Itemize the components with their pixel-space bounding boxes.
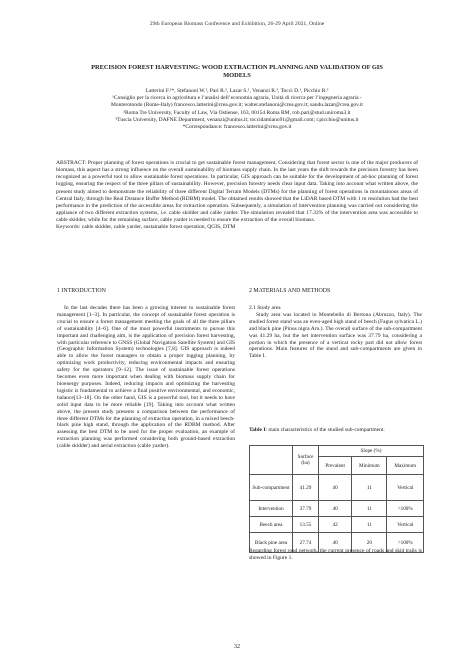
row-name: Black pine area <box>250 533 293 553</box>
row-prevalent: 40 <box>319 475 352 501</box>
affiliation: Monterotondo (Rome-Italy) francesco.latterini@crea.gov.it; walter.stefanoni@crea.gov.it; sandu.lazar@crea.gov.it <box>111 102 363 109</box>
table-header-surface: Surface (ha) <box>293 446 319 475</box>
row-surface: 41.29 <box>293 475 319 501</box>
title-line: MODELS <box>223 72 251 79</box>
row-minimum: 20 <box>352 533 387 553</box>
introduction-column <box>57 305 235 450</box>
table-caption-text: : main characteristics of the studied sub-compartment. <box>265 427 385 433</box>
row-maximum: Vertical <box>387 517 424 533</box>
author-block <box>70 88 404 131</box>
table-caption <box>249 427 422 434</box>
title-line: PRECISION FOREST HARVESTING: WOOD EXTRACTION PLANNING AND VALIDATION OF GIS <box>91 64 383 71</box>
abstract-block <box>56 160 418 232</box>
affiliation: ¹Consiglio per la ricerca in agricoltura e l’analisi dell’economia agraria, Unità di ricerca per l’ingegneria agraria - <box>112 95 362 102</box>
road-network-paragraph: Regarding forest road network, the current presence of roads and skid trails is showed in Figure 1. <box>249 548 422 561</box>
row-minimum: 11 <box>352 501 387 517</box>
affiliation: ²Roma Tre University, Faculty of Law, Via Ostiense, 163, 00154 Roma RM, rob.pari@stud.uniroma3.it <box>123 109 351 116</box>
row-prevalent: 40 <box>319 501 352 517</box>
table-row <box>250 517 424 533</box>
row-maximum: >100% <box>387 533 424 553</box>
correspondence: *Correspondance: francesco.latterini@crea.gov.it <box>182 124 292 131</box>
row-minimum: 11 <box>352 517 387 533</box>
running-header: 29th European Biomass Conference and Exhibition, 26-29 April 2021, Online <box>149 21 325 27</box>
page-number: 32 <box>234 644 240 650</box>
row-maximum: Vertical <box>387 475 424 501</box>
row-name: Beech area <box>250 517 293 533</box>
author-list: Latterini F.¹*, Stefanoni W.¹, Pari R.², Lazar S.¹, Venanzi R.³, Tocci D.¹, Picchio R.³ <box>145 88 329 94</box>
table-header-prevalent: Prevalent <box>319 457 352 475</box>
row-prevalent: 42 <box>319 517 352 533</box>
section-heading-materials: 2 MATERIALS AND METHODS <box>249 288 331 294</box>
row-name: Intervention <box>250 501 293 517</box>
row-name: Sub-compartment <box>250 475 293 501</box>
row-prevalent: 40 <box>319 533 352 553</box>
study-area-paragraph: Study area was located in Montebello di Bertona (Abruzzo, Italy). The studied forest stand was an even-aged high stand of beech (Fagus sylvatica L.) and black pine (Pinus nigra Arn.). The overall surface of the sub-compartment was 41.29 ha, but the net intervention surface was 37.79 ha, considering a portion in which the presence of a vertical rocky part did not allow forest operations. Main features of the stand and sub-compartments are given in Table I. <box>249 311 422 360</box>
table-corner-cell <box>250 446 293 475</box>
row-surface: 37.79 <box>293 501 319 517</box>
table-row <box>250 475 424 501</box>
stand-characteristics-table <box>249 445 424 553</box>
introduction-paragraph: In the last decades there has been a growing interest to sustainable forest management [1–3]. In particular, the concept of sustainable forest operation is crucial to ensure a forest management meeting the goals of all the three pillars of sustainability [4–6]. One of the most powerful instruments to pursue this important and challenging aim, is the application of precision forest harvesting, with particular reference to GNSS (Global Navigation Satellite System) and GIS (Geographic Information System) technologies [7,8]. GIS approach is indeed able to allow the forest managers to obtain a proper logging planning, by optimizing work productivity, reducing environmental impacts and ensuring safety for the operators [9–12]. The issue of sustainable forest operations becomes even more important when dealing with biomass supply chain for bioenergy purposes. Indeed, reducing impacts and optimizing the harvesting logistic is fundamental to achieve a final positive environmental, and economic, balance[13–18]. On the other hand, GIS is a powerful tool, but it needs to have solid input data to be more reliable [19]. Taking into account what written above, the present study presents a comparison between the performance of three different DTMs for the planning of extraction operation, in a mixed beech-black pine high stand, through the application of the RDBM method. After assessing the best DTM to be used for the proper evaluation, an example of extraction planning was performed considering both ground-based extraction (cable skidder) and aerial extraction (cable yarder). <box>57 305 235 450</box>
abstract-text: ABSTRACT: Proper planning of forest operations is crucial to get sustainable forest management. Considering that forest sector is one of the major producers of biomass, this aspect has a strong influence on the overall sustainability of biomass supply chain. In the last years the shift towards the precision forestry has been recognized as a powerful tool to allow sustainable forest operations. In particular, GIS approach can be suitable for the development of ad-hoc planning of forest logging, ensuring the respect of the three pillars of sustainability. However, precision forestry needs clear input data. Taking into account what written above, the present study aimed to demonstrate the reliability of three different Digital Terrain Models (DTMs) for the planning of forest operations in mountainous areas of Central Italy, through the Real Distance Buffer Method (RDBM) model. The obtained results showed that the LiDAR based DTM with 1 m resolution had the best performance in the prediction of the accessible areas for extraction operation. Subsequently, a simulation of intervention planning was carried out considering the appliance of two different extraction systems, i.e. cable skidder and cable yarder. The simulation revealed that 17.33% of the intervention area was accessible to cable skidder, while for the remaining surface, cable yarder is needed to ensure the extraction of the overall biomass. <box>56 160 418 224</box>
materials-column <box>249 305 422 360</box>
table-row <box>250 501 424 517</box>
section-heading-introduction: 1 INTRODUCTION <box>57 288 106 294</box>
keywords: Keywords: cable skidder, cable yarder, sustainable forest operation, QGIS, DTM <box>56 224 236 231</box>
subsection-heading-study-area: 2.1 Study area <box>249 305 281 311</box>
paper-title <box>60 64 414 80</box>
row-minimum: 11 <box>352 475 387 501</box>
table-header-maximum: Maximum <box>387 457 424 475</box>
affiliation: ³Tuscia University, DAFNE Department, venanzi@unitus.it; toccidamiano91@gmail.com; r.picchio@unitus.it <box>115 116 359 123</box>
row-surface: 13.55 <box>293 517 319 533</box>
row-surface: 27.74 <box>293 533 319 553</box>
table-header-minimum: Minimum <box>352 457 387 475</box>
row-maximum: >100% <box>387 501 424 517</box>
table-label: Table I <box>249 427 266 433</box>
table-header-slope: Slope (%) <box>319 446 424 457</box>
